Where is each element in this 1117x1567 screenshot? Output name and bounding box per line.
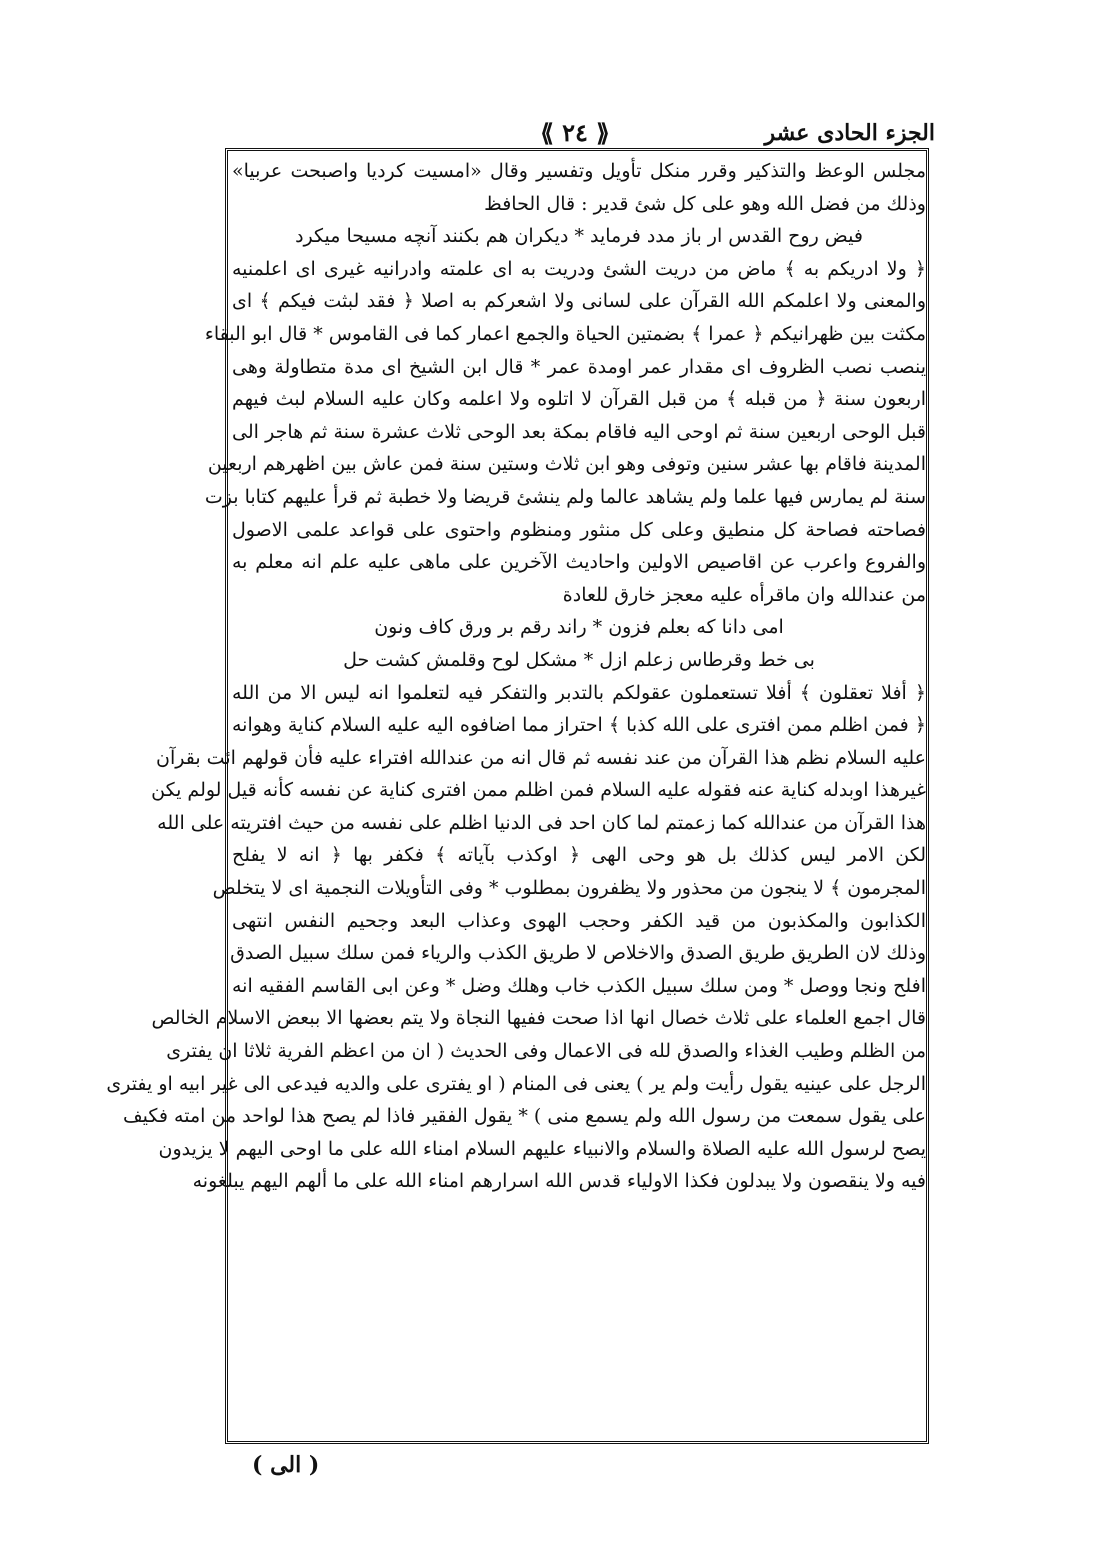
ornament-left: ⟪ — [587, 118, 610, 147]
text-line: يصح لرسول الله عليه الصلاة والسلام والانبياء عليهم السلام امناء الله على ما اوحى اليهم لا يزيدون — [158, 1137, 926, 1160]
page-number — [510, 118, 640, 147]
text-line: افلح ونجا ووصل * ومن سلك سبيل الكذب خاب وهلك وضل * وعن ابى القاسم الفقيه انه — [232, 974, 926, 997]
text-line: والمعنى ولا اعلمكم الله القرآن على لسانى ولا اشعركم به اصلا ﴿ فقد لبثت فيكم ﴾ اى — [232, 290, 926, 313]
text-line: الكذابون والمكذبون من قيد الكفر وحجب الهوى وعذاب البعد وجحيم النفس انتهى — [232, 909, 926, 932]
text-line: وذلك من فضل الله وهو على كل شئ قدير : قال الحافظ — [484, 192, 926, 215]
text-line: لكن الامر ليس كذلك بل هو وحى الهى ﴿ اوكذب بآياته ﴾ فكفر بها ﴿ انه لا يفلح — [232, 844, 926, 867]
text-line: من الظلم وطيب الغذاء والصدق لله فى الاعمال وفى الحديث ( ان من اعظم الفرية ثلاثا ان يفترى — [166, 1040, 926, 1063]
text-line: ﴿ فمن اظلم ممن افترى على الله كذبا ﴾ احتراز مما اضافوه اليه عليه السلام كناية وهوانه — [232, 714, 926, 737]
text-line: هذا القرآن من عندالله كما زعمتم لما كان احد فى الدنيا اظلم على نفسه من حيث افتريته على الله — [157, 811, 926, 834]
text-line: على يقول سمعت من رسول الله ولم يسمع منى ) * يقول الفقير فاذا لم يصح هذا لواحد من امته فكيف — [123, 1105, 926, 1128]
text-line: فيه ولا ينقصون ولا يبدلون فكذا الاولياء قدس الله اسرارهم امناء الله على ما ألهم اليهم يبلغونه — [192, 1170, 926, 1193]
text-line: ينصب نصب الظروف اى مقدار عمر اومدة عمر * قال ابن الشيخ اى مدة متطاولة وهى — [232, 355, 926, 378]
text-line: قال اجمع العلماء على ثلاث خصال انها اذا صحت ففيها النجاة ولا يتم بعضها الا ببعض الاسلام الخالص — [151, 1007, 926, 1030]
verse-line: فيض روح القدس ار باز مدد فرمايد * ديكران هم بكنند آنچه مسيحا ميكرد — [295, 225, 863, 248]
text-line: عليه السلام نظم هذا القرآن من عند نفسه ثم قال انه من عندالله افتراء عليه فأن قولهم ائت بقرآن — [156, 746, 926, 769]
text-line: اربعون سنة ﴿ من قبله ﴾ من قبل القرآن لا اتلوه ولا اعلمه وكان عليه السلام لبث فيهم — [232, 388, 926, 411]
text-line: مكثت بين ظهرانيكم ﴿ عمرا ﴾ بضمتين الحياة والجمع اعمار كما فى القاموس * قال ابو البقاء — [204, 322, 926, 345]
ornament-right: ⟫ — [540, 118, 563, 147]
text-line: من عندالله وان ماقرأه عليه معجز خارق للعادة — [562, 583, 926, 606]
text-line: وذلك لان الطريق طريق الصدق والاخلاص لا طريق الكذب والرياء فمن سلك سبيل الصدق — [230, 942, 926, 965]
text-line: فصاحته فصاحة كل منطيق وعلى كل منثور ومنظوم واحتوى على قواعد علمى الاصول — [232, 518, 926, 541]
text-line: المدينة فاقام بها عشر سنين وتوفى وهو ابن ثلاث وستين سنة فمن عاش بين اظهرهم اربعين — [207, 453, 926, 476]
page-header — [225, 114, 935, 150]
page-number-value: ٢٤ — [562, 118, 588, 147]
text-line: ﴿ أفلا تعقلون ﴾ أفلا تستعملون عقولكم بالتدبر والتفكر فيه لتعلموا انه ليس الا من الله — [232, 681, 926, 704]
text-line: قبل الوحى اربعين سنة ثم اوحى اليه فاقام بمكة بعد الوحى ثلاث عشرة سنة ثم هاجر الى — [232, 420, 926, 443]
verse-line: امى دانا كه بعلم فزون * راند رقم بر ورق كاف ونون — [374, 616, 784, 639]
text-line: سنة لم يمارس فيها علما ولم يشاهد عالما ولم ينشئ قريضا ولا خطبة ثم قرأ عليهم كتابا بزت — [204, 485, 926, 508]
text-line: ﴿ ولا ادريكم به ﴾ ماض من دريت الشئ ودريت به اى علمته وادرانيه غيرى اى اعلمنيه — [232, 257, 926, 280]
text-line: والفروع واعرب عن اقاصيص الاولين واحاديث الآخرين على ماهى عليه علم انه معلم به — [232, 551, 926, 574]
text-line: المجرمون ﴾ لا ينجون من محذور ولا يظفرون بمطلوب * وفى التأويلات النجمية اى لا يتخلص — [212, 877, 926, 900]
text-line: الرجل على عينيه يقول رأيت ولم ير ) يعنى فى المنام ( او يفترى على والديه فيدعى الى غير ابيه او يفترى — [106, 1072, 926, 1095]
text-line: مجلس الوعظ والتذكير وقرر منكل تأويل وتفسير وقال «امسيت كرديا واصبحت عربيا» — [232, 160, 926, 182]
catchword: ( الى ) — [252, 1452, 320, 1478]
verse-line: بى خط وقرطاس زعلم ازل * مشكل لوح وقلمش كشت حل — [343, 648, 815, 671]
text-line: غيرهذا اوبدله كناية عنه فقوله عليه السلام فمن اظلم ممن افترى كناية عن نفسه كأنه قيل لولم يكن — [151, 779, 926, 802]
running-title: الجزء الحادى عشر — [764, 120, 935, 146]
body-text — [106, 155, 926, 1198]
